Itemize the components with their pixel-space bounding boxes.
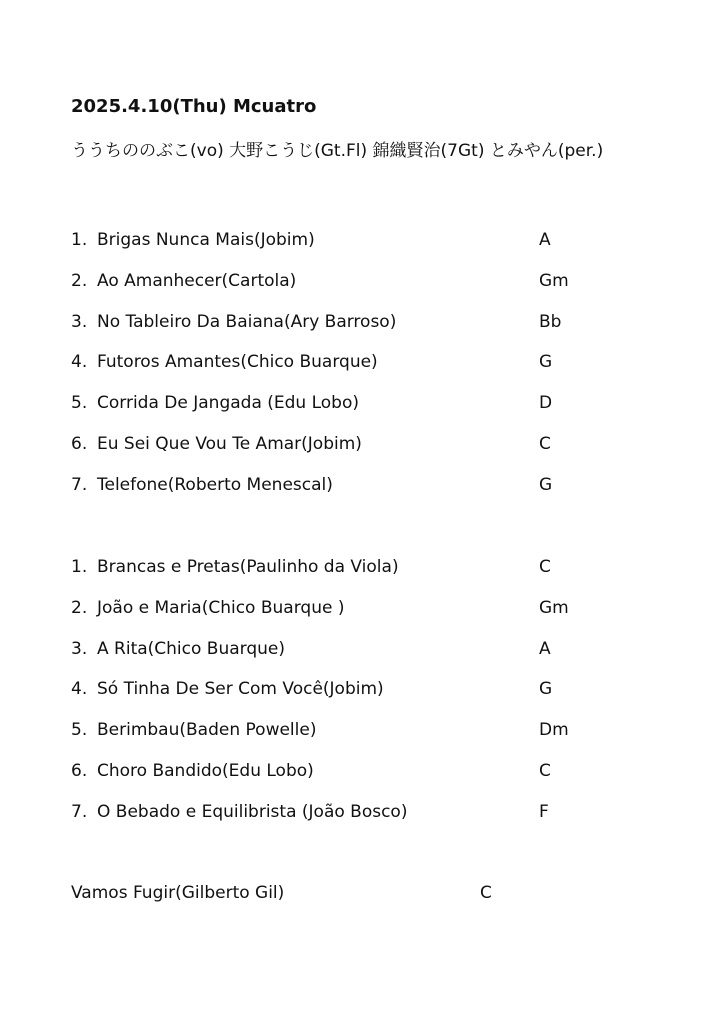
song-title: Brigas Nunca Mais(Jobim): [97, 230, 315, 250]
song-key: C: [539, 433, 551, 454]
song-number: 6.: [71, 760, 88, 781]
encore-key: C: [480, 883, 492, 903]
song-number: 5.: [71, 720, 88, 741]
song-number: 2.: [71, 597, 88, 618]
song-number: 1.: [71, 230, 88, 250]
song-number: 7.: [71, 474, 88, 495]
song-title: Berimbau(Baden Powelle): [97, 720, 317, 741]
song-key: G: [539, 352, 553, 373]
band-lineup: ううちののぶこ(vo) 大野こうじ(Gt.Fl) 錦織賢治(7Gt) とみやん(per.): [71, 141, 604, 161]
song-number: 6.: [71, 433, 88, 454]
song-number: 4.: [71, 352, 88, 373]
song-title: João e Maria(Chico Buarque ): [97, 597, 345, 618]
song-key: C: [539, 760, 551, 781]
setlist-title: 2025.4.10(Thu) Mcuatro: [71, 96, 317, 117]
song-number: 3.: [71, 311, 88, 332]
song-key: Gm: [539, 270, 569, 291]
song-key: Dm: [539, 720, 569, 741]
song-number: 3.: [71, 638, 88, 659]
song-title: Eu Sei Que Vou Te Amar(Jobim): [97, 433, 362, 454]
song-key: A: [539, 638, 551, 659]
song-key: G: [539, 474, 553, 495]
song-key: G: [539, 679, 553, 700]
song-key: Bb: [539, 311, 562, 332]
song-number: 4.: [71, 679, 88, 700]
song-number: 1.: [71, 557, 88, 577]
song-number: 2.: [71, 270, 88, 291]
song-key: D: [539, 393, 553, 414]
song-title: Ao Amanhecer(Cartola): [97, 270, 297, 291]
song-key: F: [539, 801, 549, 822]
song-title: No Tableiro Da Baiana(Ary Barroso): [97, 311, 397, 332]
song-key: A: [539, 230, 551, 250]
song-title: Telefone(Roberto Menescal): [97, 474, 333, 495]
song-title: O Bebado e Equilibrista (João Bosco): [97, 801, 408, 822]
song-key: Gm: [539, 597, 569, 618]
song-title: Corrida De Jangada (Edu Lobo): [97, 393, 360, 414]
encore-song: [71, 883, 571, 907]
song-title: Choro Bandido(Edu Lobo): [97, 760, 314, 781]
encore-title: Vamos Fugir(Gilberto Gil): [71, 883, 285, 903]
song-number: 5.: [71, 393, 88, 414]
song-key: C: [539, 557, 551, 577]
song-title: Brancas e Pretas(Paulinho da Viola): [97, 557, 399, 577]
song-title: Futoros Amantes(Chico Buarque): [97, 352, 378, 373]
song-number: 7.: [71, 801, 88, 822]
song-title: A Rita(Chico Buarque): [97, 638, 286, 659]
song-title: Só Tinha De Ser Com Você(Jobim): [97, 679, 384, 700]
